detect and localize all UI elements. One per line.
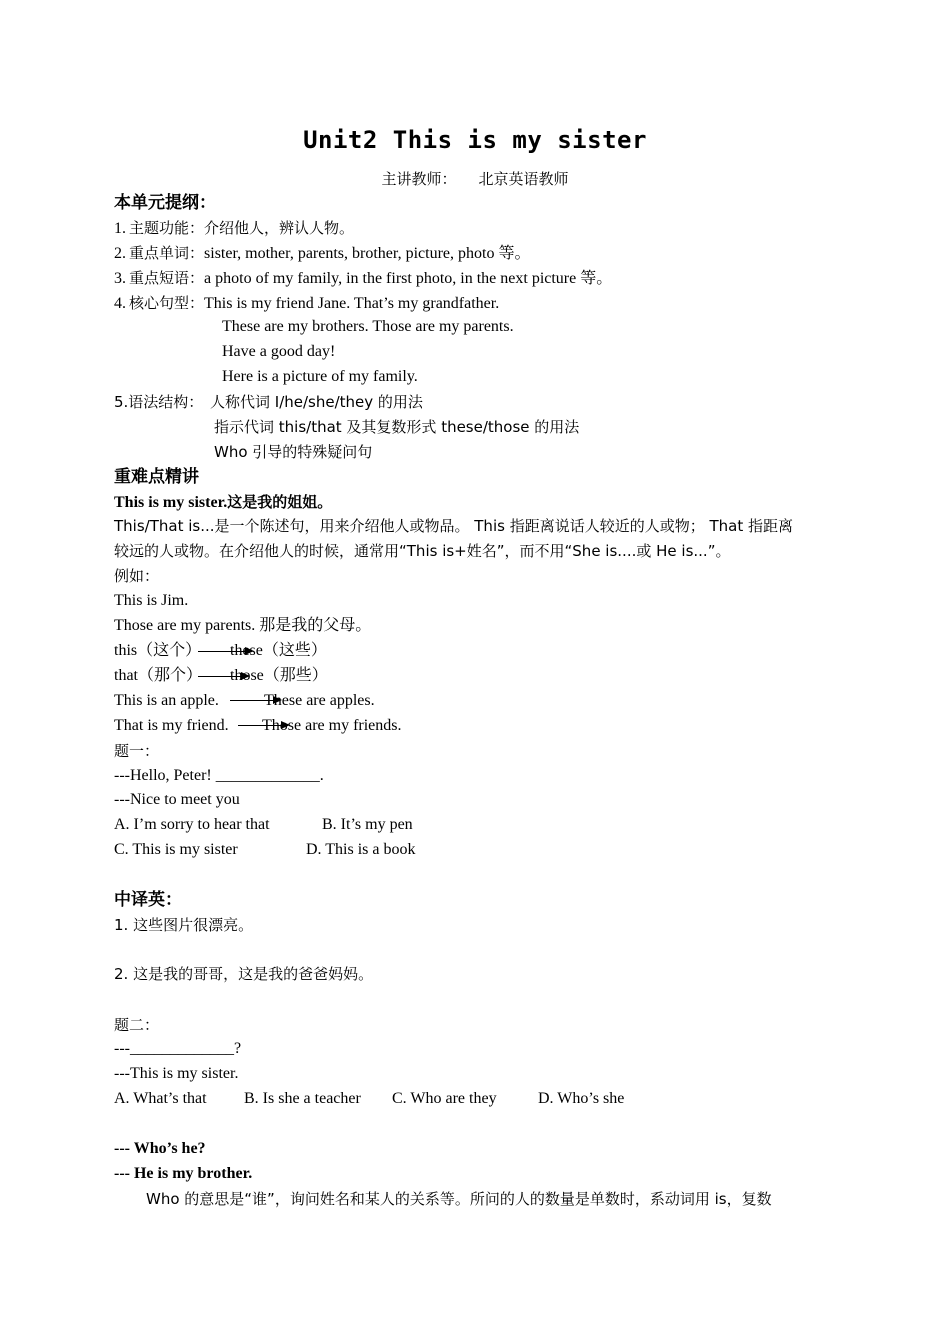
item-number: 4.: [114, 295, 126, 312]
outline-item: [114, 268, 612, 289]
item-text: a photo of my family, in the first photo, in the next picture 等。: [204, 270, 613, 287]
question-line: ---This is my sister.: [114, 1065, 239, 1082]
example-label: 例如：: [114, 567, 160, 585]
explanation-line: This/That is...是一个陈述句，用来介绍他人或物品。 This 指距离说话人较近的人或物； That 指距离: [114, 517, 793, 535]
item-number: 3.: [114, 270, 126, 287]
arrow-icon: [238, 725, 288, 726]
pair-singular: That is my friend.: [114, 717, 229, 734]
arrow-icon: [198, 651, 252, 652]
option: D. This is a book: [306, 841, 416, 858]
outline-item: [114, 243, 530, 264]
option: C. Who are they: [392, 1090, 497, 1107]
teacher-label: 主讲教师：: [381, 170, 457, 188]
grammar-item: Who 引导的特殊疑问句: [214, 443, 373, 461]
example-sentence: Those are my parents. 那是我的父母。: [114, 617, 372, 634]
question-line: ---_____________?: [114, 1040, 242, 1057]
core-sentence: Here is a picture of my family.: [222, 368, 418, 385]
item-text: 介绍他人，辨认人物。: [204, 219, 355, 237]
page-title: Unit2 This is my sister: [303, 126, 647, 154]
question-label: 题一：: [114, 742, 160, 760]
translate-heading: 中译英：: [114, 890, 182, 910]
option: D. Who’s she: [538, 1090, 625, 1107]
key-sentence-en: This is my sister.: [114, 494, 228, 511]
option: A. I’m sorry to hear that: [114, 816, 270, 833]
teacher-line: [0, 168, 950, 189]
item-label: 重点单词：: [129, 244, 205, 262]
pair-singular: that（那个）: [114, 667, 202, 684]
option: A. What’s that: [114, 1090, 207, 1107]
question-label: 题二：: [114, 1016, 160, 1034]
item-text: sister, mother, parents, brother, picture, photo 等。: [204, 245, 531, 262]
grammar-item: 指示代词 this/that 及其复数形式 these/those 的用法: [214, 418, 580, 436]
focus-heading: 重难点精讲: [114, 467, 199, 487]
pair-plural: Those are my friends.: [262, 717, 402, 734]
pair-plural: These are apples.: [264, 692, 375, 709]
pair-plural: those（那些）: [230, 667, 328, 684]
who-question: --- Who’s he?: [114, 1140, 206, 1157]
grammar-item: 人称代词 I/he/she/they 的用法: [210, 393, 423, 411]
explanation-line: 较远的人或物。在介绍他人的时候，通常用“This is+姓名”，而不用“She is....或 He is...”。: [114, 542, 731, 560]
item-label: 重点短语：: [129, 269, 205, 287]
who-explanation: Who 的意思是“谁”，询问姓名和某人的关系等。所问的人的数量是单数时，系动词用 is，复数: [146, 1190, 772, 1208]
outline-item: [114, 218, 354, 239]
translate-item: 2. 这是我的哥哥，这是我的爸爸妈妈。: [114, 965, 374, 983]
core-sentence: Have a good day!: [222, 343, 336, 360]
pair-singular: This is an apple.: [114, 692, 219, 709]
item-label: 核心句型：: [129, 294, 205, 312]
key-sentence: [114, 492, 332, 513]
item-number: 1.: [114, 220, 126, 237]
outline-item: [114, 293, 499, 314]
item-number: 2.: [114, 245, 126, 262]
outline-heading: 本单元提纲：: [114, 193, 216, 213]
who-answer: --- He is my brother.: [114, 1165, 253, 1182]
pair-singular: this（这个）: [114, 642, 202, 659]
teacher-name: 北京英语教师: [478, 170, 569, 188]
pair-plural: these（这些）: [230, 642, 327, 659]
item-text: This is my friend Jane. That’s my grandfather.: [204, 295, 500, 312]
option: B. It’s my pen: [322, 816, 413, 833]
key-sentence-cn: 这是我的姐姐。: [227, 493, 333, 511]
question-line: ---Nice to meet you: [114, 791, 240, 808]
core-sentence: These are my brothers. Those are my parents.: [222, 318, 514, 335]
grammar-label: 5.语法结构：: [114, 393, 204, 411]
question-line: ---Hello, Peter! _____________.: [114, 767, 324, 784]
item-label: 主题功能：: [129, 219, 205, 237]
arrow-icon: [198, 676, 248, 677]
translate-item: 1. 这些图片很漂亮。: [114, 916, 254, 934]
option: C. This is my sister: [114, 841, 238, 858]
arrow-icon: [230, 700, 280, 701]
option: B. Is she a teacher: [244, 1090, 361, 1107]
example-sentence: This is Jim.: [114, 592, 189, 609]
